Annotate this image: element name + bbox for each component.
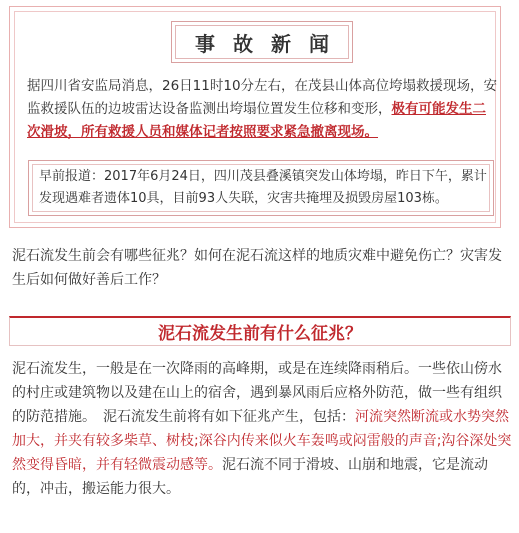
early-report-box <box>28 160 494 216</box>
news-title-box <box>171 21 353 63</box>
news-paragraph-warning: 极有可能发生二次滑坡，所有救援人员和媒体记者按照要求紧急撤离现场。 <box>27 101 486 140</box>
news-title: 事故新闻 <box>195 31 347 56</box>
news-paragraph <box>27 75 499 144</box>
section-title: 泥石流发生前有什么征兆？ <box>158 324 362 344</box>
news-paragraph-text: 据四川省安监局消息，26日11时10分左右，在茂县山体高位垮塌救援现场，安监救援队伍的边坡雷达设备监测出垮塌位置发生位移和变形， <box>27 78 498 117</box>
section-header-box <box>9 316 511 346</box>
section-body-text-2: 泥石流不同于滑坡、山崩和地震，它是流动的，冲击，搬运能力很大。 <box>12 457 488 497</box>
intro-paragraph: 泥石流发生前会有哪些征兆？如何在泥石流这样的地质灾难中避免伤亡？灾害发生后如何做好善后工作？ <box>12 248 502 288</box>
section-body-warning-signs: 河流突然断流或水势突然加大，并夹有较多柴草、树枝;深谷内传来似火车轰鸣或闷雷般的声音;沟谷深处突然变得昏暗，并有轻微震动感等。 <box>12 409 512 473</box>
early-report-text: 早前报道：2017年6月24日，四川茂县叠溪镇突发山体垮塌，昨日下午，累计发现遇难者遗体10具，目前93人失联，灾害共掩埋及损毁房屋103栋。 <box>39 169 487 206</box>
section-body <box>12 357 512 501</box>
news-box <box>9 6 501 228</box>
section-body-text-1: 泥石流发生，一般是在一次降雨的高峰期，或是在连续降雨稍后。一些依山傍水的村庄或建筑物以及建在山上的宿舍，遇到暴风雨后应格外防范，做一些有组织的防范措施。 泥石流发生前将有如下征兆产生，包括： <box>12 361 502 425</box>
